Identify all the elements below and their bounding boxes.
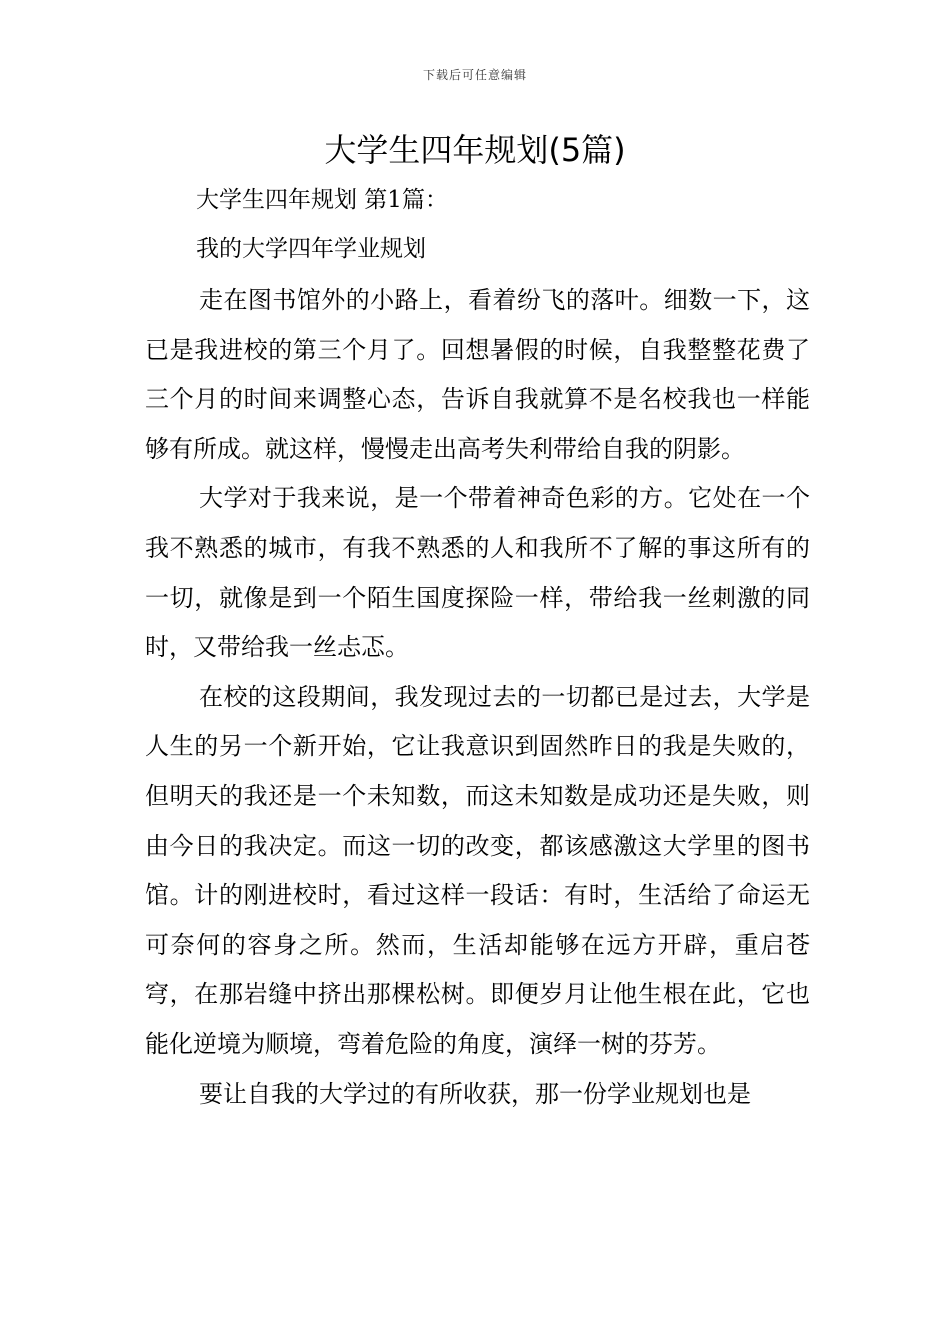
paragraph-3: 在校的这段期间，我发现过去的一切都已是过去，大学是人生的另一个新开始，它让我意识到固然昨日的我是失败的，但明天的我还是一个未知数，而这未知数是成功还是失败，则由今日的我决定。而这一切的改变，都该感激这大学里的图书馆。计的刚进校时，看过这样一段话：有时，生活给了命运无可奈何的容身之所。然而，生活却能够在远方开辟，重启苍穹，在那岩缝中挤出那棵松树。即便岁月让他生根在此，它也能化逆境为顺境，弯着危险的角度，演绎一树的芬芳。 xyxy=(145,682,810,1058)
document-title: 大学生四年规划(5篇) xyxy=(324,131,626,169)
section-title: 我的大学四年学业规划 xyxy=(196,236,426,262)
article-subheading: 大学生四年规划 第1篇： xyxy=(196,187,448,213)
header-note: 下载后可任意编辑 xyxy=(422,68,527,82)
paragraph-1: 走在图书馆外的小路上，看着纷飞的落叶。细数一下，这已是我进校的第三个月了。回想暑假的时候，自我整整花费了三个月的时间来调整心态，告诉自我就算不是名校我也一样能够有所成。就这样，慢慢走出高考失利带给自我的阴影。 xyxy=(145,286,810,463)
paragraph-2: 大学对于我来说，是一个带着神奇色彩的方。它处在一个我不熟悉的城市，有我不熟悉的人和我所不了解的事这所有的一切，就像是到一个陌生国度探险一样，带给我一丝刺激的同时，又带给我一丝忐忑。 xyxy=(145,484,810,662)
document-body xyxy=(145,276,810,1119)
paragraph-4: 要让自我的大学过的有所收获，那一份学业规划也是 xyxy=(199,1079,751,1108)
